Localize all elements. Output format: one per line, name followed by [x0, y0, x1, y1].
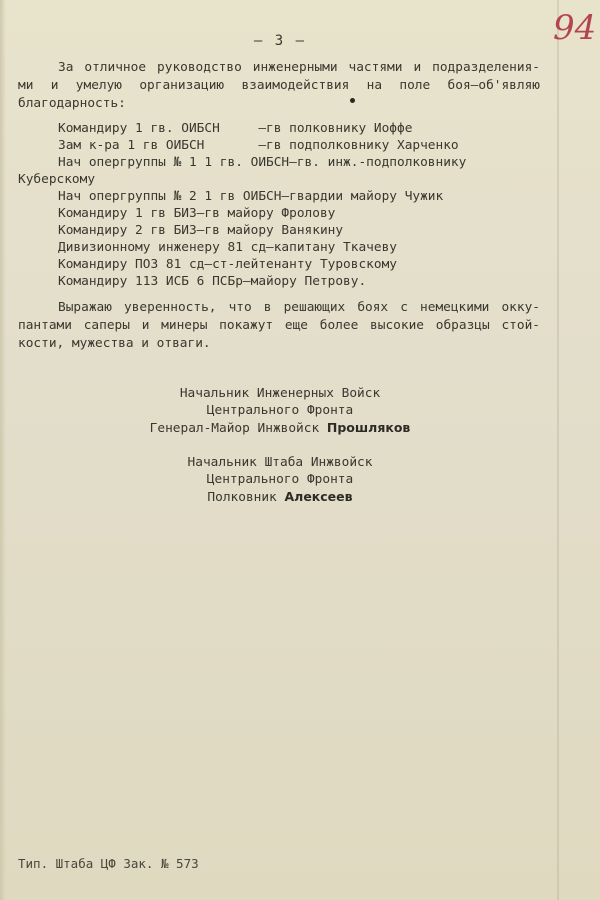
signature1-title: Начальник Инженерных Войск [179, 386, 381, 401]
archive-number-stamp: 94 [553, 8, 597, 48]
list-item: Командиру 1 гв БИЗ—гв майору Фролову [58, 206, 336, 221]
print-footer: Тип. Штаба ЦФ Зак. № 573 [18, 856, 199, 871]
intro-line-1: За отличное руководство инженерными частями и подразделения- [58, 60, 540, 75]
signature1-front: Центрального Фронта [206, 403, 354, 418]
signature2-name: Алексеев [284, 489, 353, 504]
list-item: Дивизионному инженеру 81 сд—капитану Ткачеву [58, 240, 397, 255]
signature2-rank: Полковник [207, 490, 277, 505]
closing-line-2: пантами саперы и минеры покажут еще более высокие образцы стой- [18, 318, 540, 333]
paper-crease [557, 0, 559, 900]
list-item: Командиру 1 гв. ОИБСН —гв полковнику Иоффе [58, 121, 413, 136]
list-item: Командиру 2 гв БИЗ—гв майору Ванякину [58, 223, 344, 238]
closing-line-3: кости, мужества и отваги. [18, 336, 211, 351]
signature2-title: Начальник Штаба Инжвойск [187, 455, 373, 470]
page-number: — 3 — [253, 33, 307, 49]
list-item: Нач опергруппы № 1 1 гв. ОИБСН—гв. инж.-подполковнику [58, 155, 467, 170]
signature1-rank: Генерал-Майор Инжвойск [149, 421, 320, 436]
signature2-rank-line [0, 489, 560, 506]
list-item: Зам к-ра 1 гв ОИБСН —гв подполковнику Харченко [58, 138, 459, 153]
closing-line-1: Выражаю уверенность, что в решающих боях с немецкими окку- [58, 300, 540, 315]
list-item: Нач опергруппы № 2 1 гв ОИБСН—гвардии майору Чужик [58, 189, 444, 204]
list-item: Куберскому [18, 172, 96, 187]
signature1-rank-line [0, 420, 560, 437]
signature1-name: Прошляков [326, 420, 411, 435]
ink-dot [350, 98, 355, 103]
intro-line-2: ми и умелую организацию взаимодействия на поле боя—об'являю [18, 78, 540, 93]
list-item: Командиру ПОЗ 81 сд—ст-лейтенанту Туровскому [58, 257, 397, 272]
paper-edge [0, 0, 6, 900]
signature2-front: Центрального Фронта [206, 472, 354, 487]
list-item: Командиру 113 ИСБ 6 ПСБр—майору Петрову. [58, 274, 367, 289]
intro-line-3: благодарность: [18, 96, 126, 111]
